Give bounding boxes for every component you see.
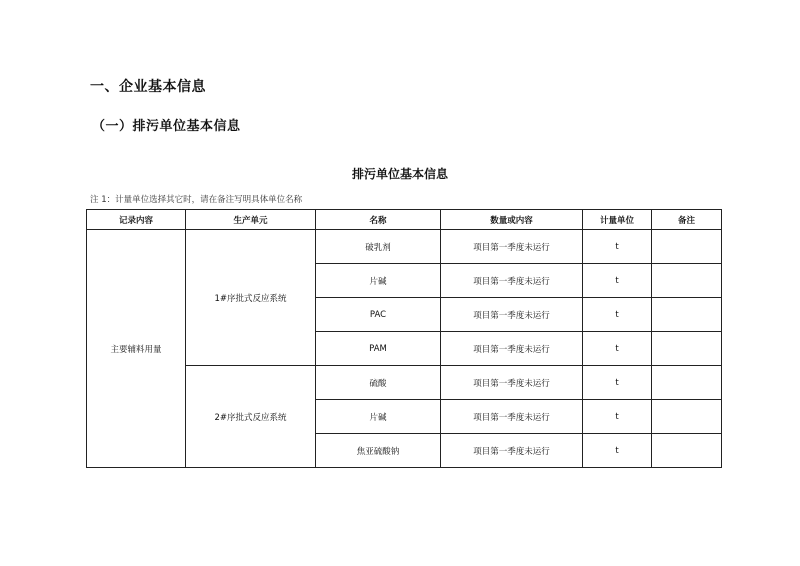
unit-cell: t [583,264,652,298]
header-remark: 备注 [652,210,722,230]
remark-cell [652,366,722,400]
table-title: 排污单位基本信息 [351,167,448,181]
header-name: 名称 [316,210,441,230]
record-content-cell: 主要辅料用量 [87,230,186,468]
material-name-cell: 破乳剂 [316,230,441,264]
unit-cell: t [583,366,652,400]
header-unit: 计量单位 [583,210,652,230]
unit-cell: t [583,434,652,468]
material-name-cell: 片碱 [316,264,441,298]
amount-cell: 项目第一季度未运行 [441,434,583,468]
table-header-row [87,210,722,230]
header-amount: 数量或内容 [441,210,583,230]
amount-cell: 项目第一季度未运行 [441,366,583,400]
material-name-cell: 焦亚硫酸钠 [316,434,441,468]
unit-cell: t [583,332,652,366]
amount-cell: 项目第一季度未运行 [441,298,583,332]
remark-cell [652,400,722,434]
header-production-unit: 生产单元 [186,210,316,230]
table-note: 注 1：计量单位选择其它时，请在备注写明具体单位名称 [90,195,303,205]
remark-cell [652,230,722,264]
remark-cell [652,298,722,332]
header-record-content: 记录内容 [87,210,186,230]
material-name-cell: PAC [316,298,441,332]
amount-cell: 项目第一季度未运行 [441,264,583,298]
production-unit-cell: 1#序批式反应系统 [186,230,316,366]
enterprise-info-table [86,209,722,468]
unit-cell: t [583,400,652,434]
amount-cell: 项目第一季度未运行 [441,230,583,264]
production-unit-cell: 2#序批式反应系统 [186,366,316,468]
amount-cell: 项目第一季度未运行 [441,332,583,366]
remark-cell [652,264,722,298]
remark-cell [652,434,722,468]
section-heading: 一、企业基本信息 [90,79,206,95]
material-name-cell: 硫酸 [316,366,441,400]
amount-cell: 项目第一季度未运行 [441,400,583,434]
material-name-cell: PAM [316,332,441,366]
remark-cell [652,332,722,366]
table-row [87,230,722,264]
material-name-cell: 片碱 [316,400,441,434]
unit-cell: t [583,230,652,264]
unit-cell: t [583,298,652,332]
subsection-heading: （一）排污单位基本信息 [92,119,241,134]
